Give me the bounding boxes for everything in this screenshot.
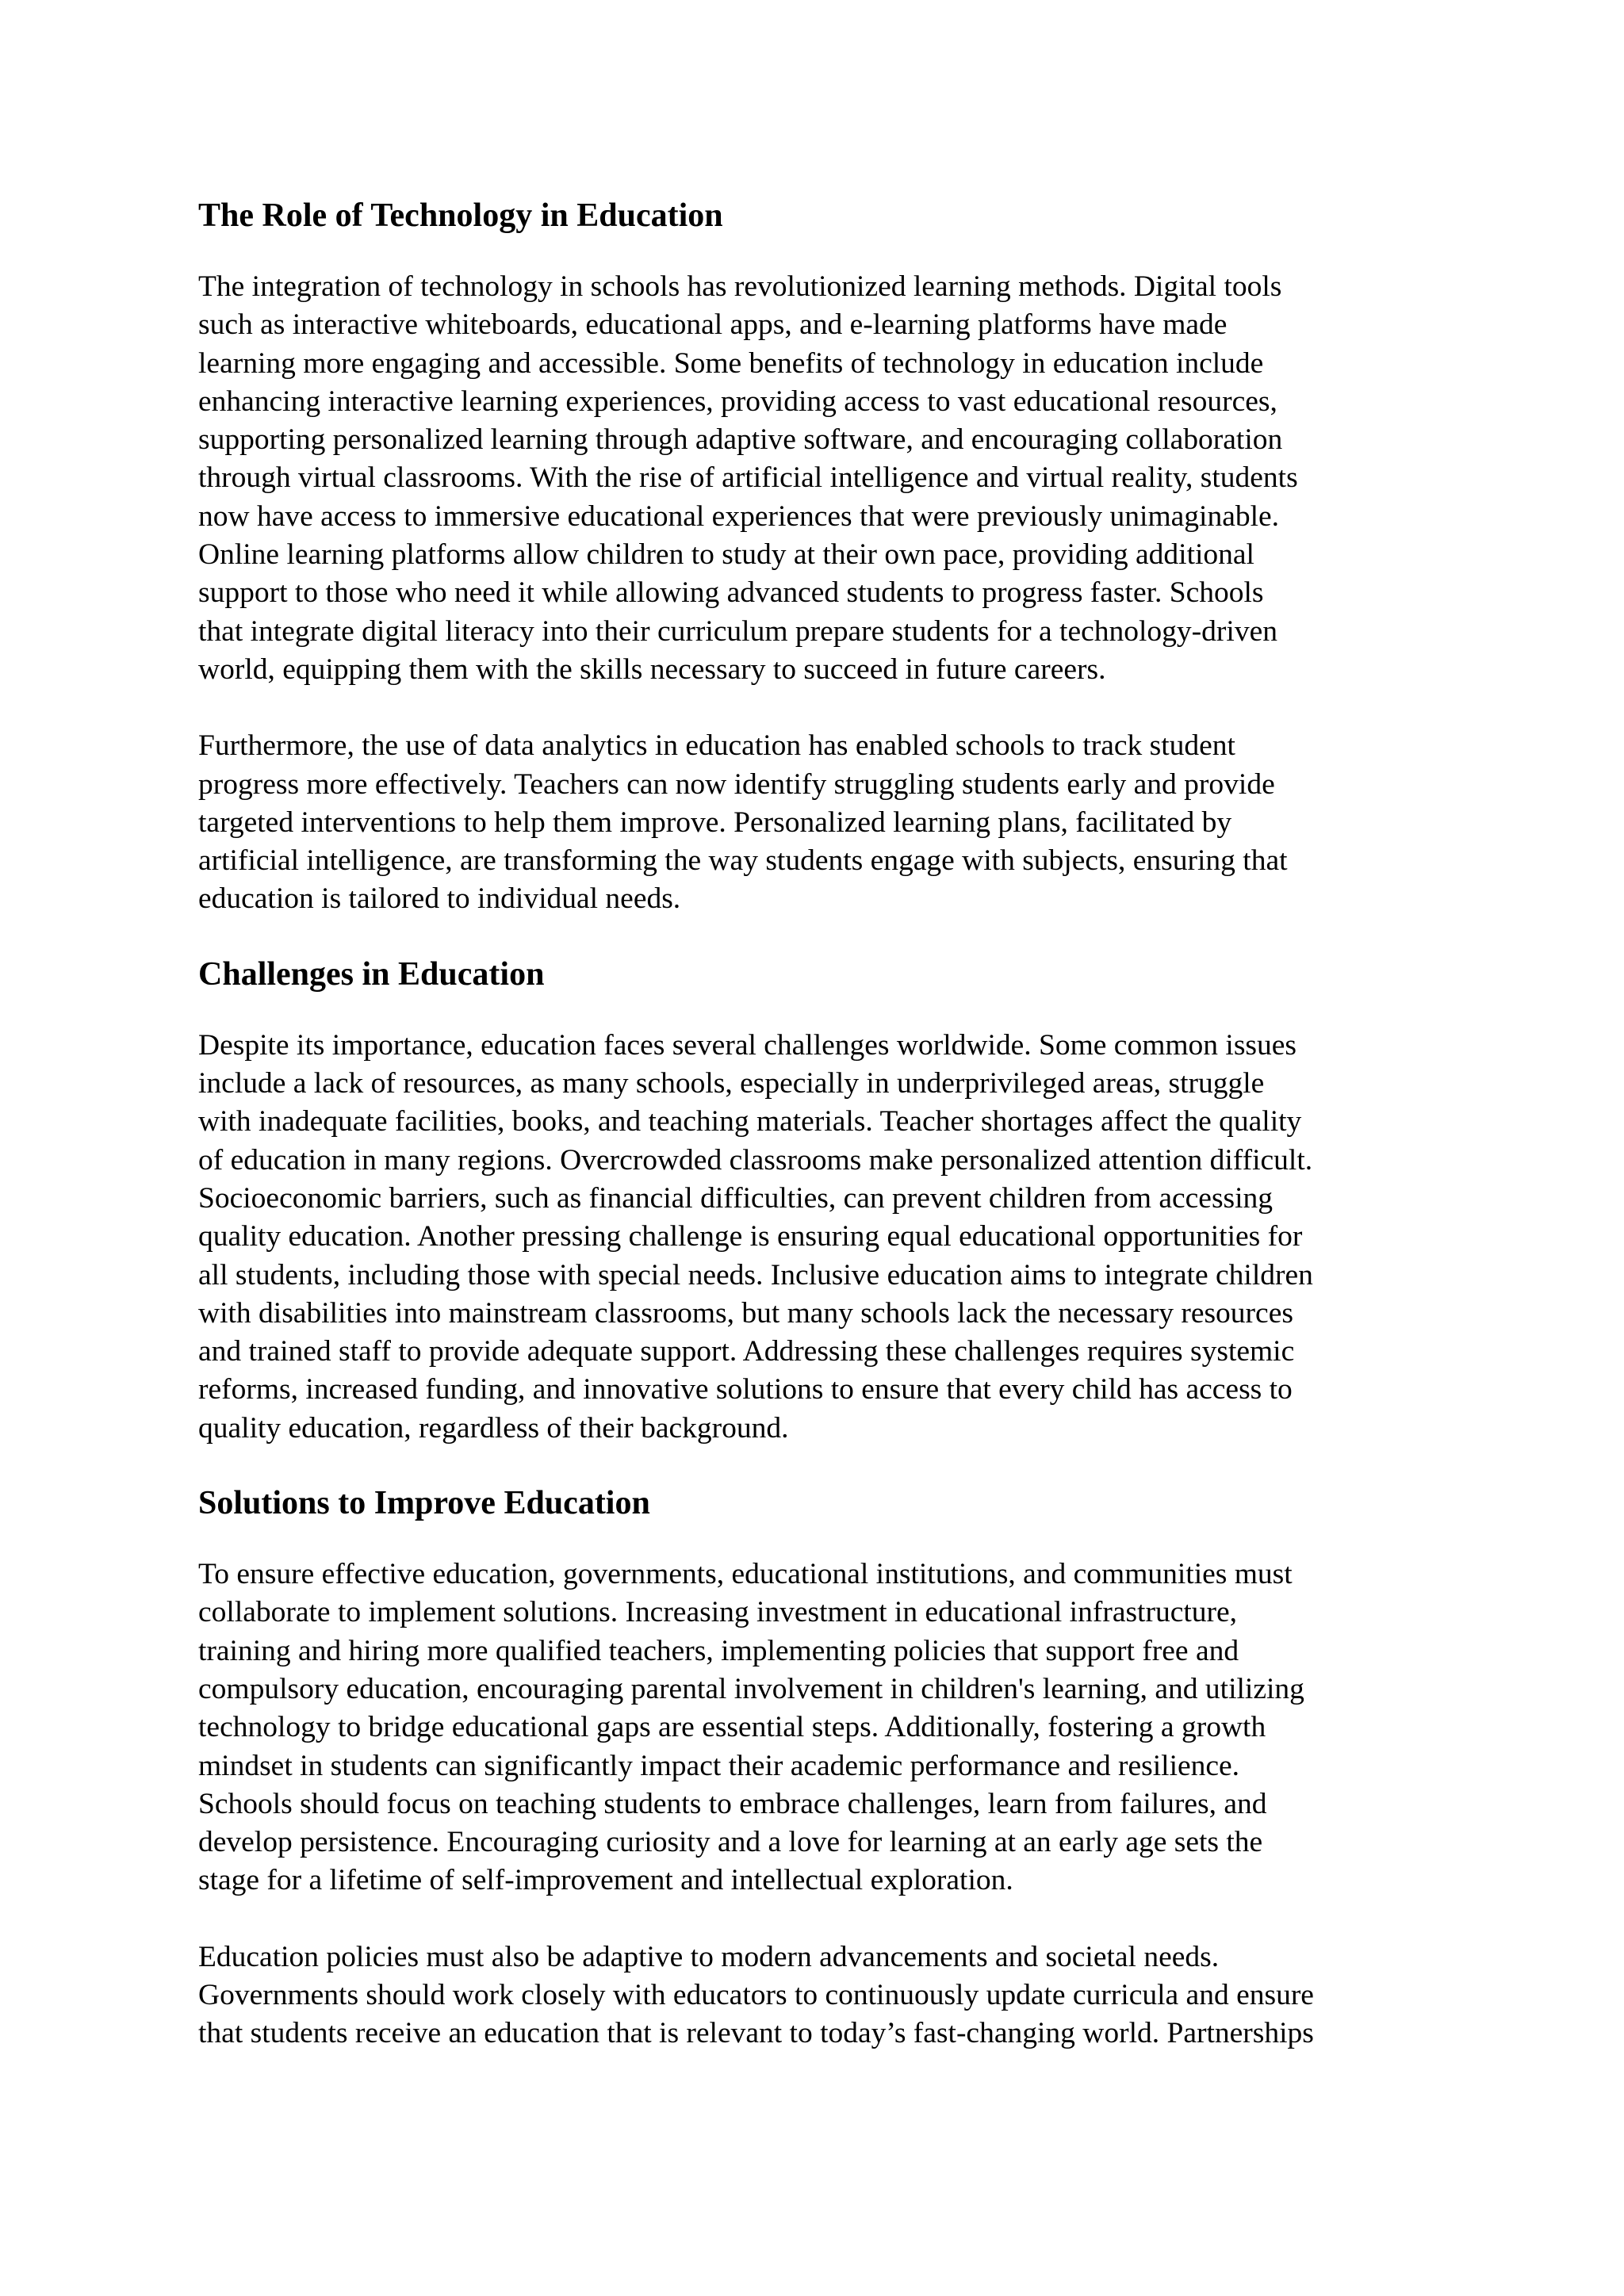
- text-line: develop persistence. Encouraging curiosity and a love for learning at an early age sets the: [198, 1826, 1263, 1859]
- text-line: that students receive an education that is relevant to today’s fast-changing world. Partnerships: [198, 2017, 1314, 2050]
- text-line: quality education. Another pressing challenge is ensuring equal educational opportunities for: [198, 1220, 1303, 1253]
- text-line: and trained staff to provide adequate support. Addressing these challenges requires systemic: [198, 1335, 1295, 1368]
- paragraph: [198, 1556, 1467, 1900]
- text-line: of education in many regions. Overcrowded classrooms make personalized attention difficult.: [198, 1143, 1313, 1177]
- text-line: technology to bridge educational gaps are essential steps. Additionally, fostering a growth: [198, 1711, 1266, 1744]
- text-line: Governments should work closely with educators to continuously update curricula and ensure: [198, 1978, 1314, 2011]
- text-line: The integration of technology in schools has revolutionized learning methods. Digital tools: [198, 270, 1282, 303]
- paragraph: [198, 727, 1467, 918]
- text-line: artificial intelligence, are transforming the way students engage with subjects, ensuring that: [198, 844, 1288, 878]
- text-line: compulsory education, encouraging parental involvement in children's learning, and utilizing: [198, 1672, 1304, 1705]
- text-line: with disabilities into mainstream classrooms, but many schools lack the necessary resources: [198, 1296, 1293, 1330]
- text-line: such as interactive whiteboards, educational apps, and e-learning platforms have made: [198, 308, 1228, 342]
- paragraph: [198, 1027, 1467, 1448]
- text-line: progress more effectively. Teachers can now identify struggling students early and provide: [198, 767, 1275, 801]
- text-line: Education policies must also be adaptive to modern advancements and societal needs.: [198, 1940, 1220, 1973]
- paragraph: [198, 1938, 1467, 2053]
- text-line: all students, including those with special needs. Inclusive education aims to integrate children: [198, 1258, 1313, 1292]
- section-challenges: [198, 952, 1467, 1448]
- text-line: supporting personalized learning through adaptive software, and encouraging collaboration: [198, 423, 1283, 457]
- text-line: enhancing interactive learning experiences, providing access to vast educational resources,: [198, 385, 1277, 418]
- text-line: Furthermore, the use of data analytics in education has enabled schools to track student: [198, 729, 1235, 763]
- text-line: Despite its importance, education faces several challenges worldwide. Some common issues: [198, 1028, 1297, 1062]
- paragraph: [198, 268, 1467, 689]
- text-line: through virtual classrooms. With the rise of artificial intelligence and virtual reality, students: [198, 461, 1298, 495]
- section-heading: The Role of Technology in Education: [198, 197, 723, 234]
- text-line: stage for a lifetime of self-improvement and intellectual exploration.: [198, 1864, 1013, 1897]
- text-line: learning more engaging and accessible. Some benefits of technology in education include: [198, 346, 1264, 380]
- text-line: targeted interventions to help them improve. Personalized learning plans, facilitated by: [198, 806, 1232, 839]
- text-line: mindset in students can significantly impact their academic performance and resilience.: [198, 1749, 1240, 1782]
- text-line: To ensure effective education, governments, educational institutions, and communities must: [198, 1558, 1293, 1591]
- text-line: reforms, increased funding, and innovative solutions to ensure that every child has access to: [198, 1373, 1293, 1406]
- section-solutions: [198, 1481, 1467, 2053]
- text-line: world, equipping them with the skills necessary to succeed in future careers.: [198, 652, 1106, 686]
- text-line: Schools should focus on teaching students to embrace challenges, learn from failures, and: [198, 1787, 1267, 1820]
- text-line: now have access to immersive educational experiences that were previously unimaginable.: [198, 499, 1280, 533]
- text-line: support to those who need it while allowing advanced students to progress faster. Schools: [198, 576, 1264, 610]
- text-line: education is tailored to individual needs.: [198, 882, 681, 916]
- document-page: [198, 193, 1467, 2053]
- text-line: that integrate digital literacy into their curriculum prepare students for a technology-driven: [198, 614, 1277, 648]
- text-line: Socioeconomic barriers, such as financial difficulties, can prevent children from accessing: [198, 1181, 1274, 1215]
- text-line: include a lack of resources, as many schools, especially in underprivileged areas, struggle: [198, 1067, 1265, 1100]
- text-line: quality education, regardless of their background.: [198, 1411, 789, 1445]
- text-line: training and hiring more qualified teachers, implementing policies that support free and: [198, 1634, 1239, 1667]
- section-heading: Challenges in Education: [198, 955, 545, 993]
- section-technology: [198, 193, 1467, 919]
- text-line: with inadequate facilities, books, and teaching materials. Teacher shortages affect the quality: [198, 1105, 1302, 1138]
- section-heading: Solutions to Improve Education: [198, 1485, 650, 1522]
- text-line: collaborate to implement solutions. Increasing investment in educational infrastructure,: [198, 1596, 1238, 1629]
- text-line: Online learning platforms allow children to study at their own pace, providing additional: [198, 538, 1254, 572]
